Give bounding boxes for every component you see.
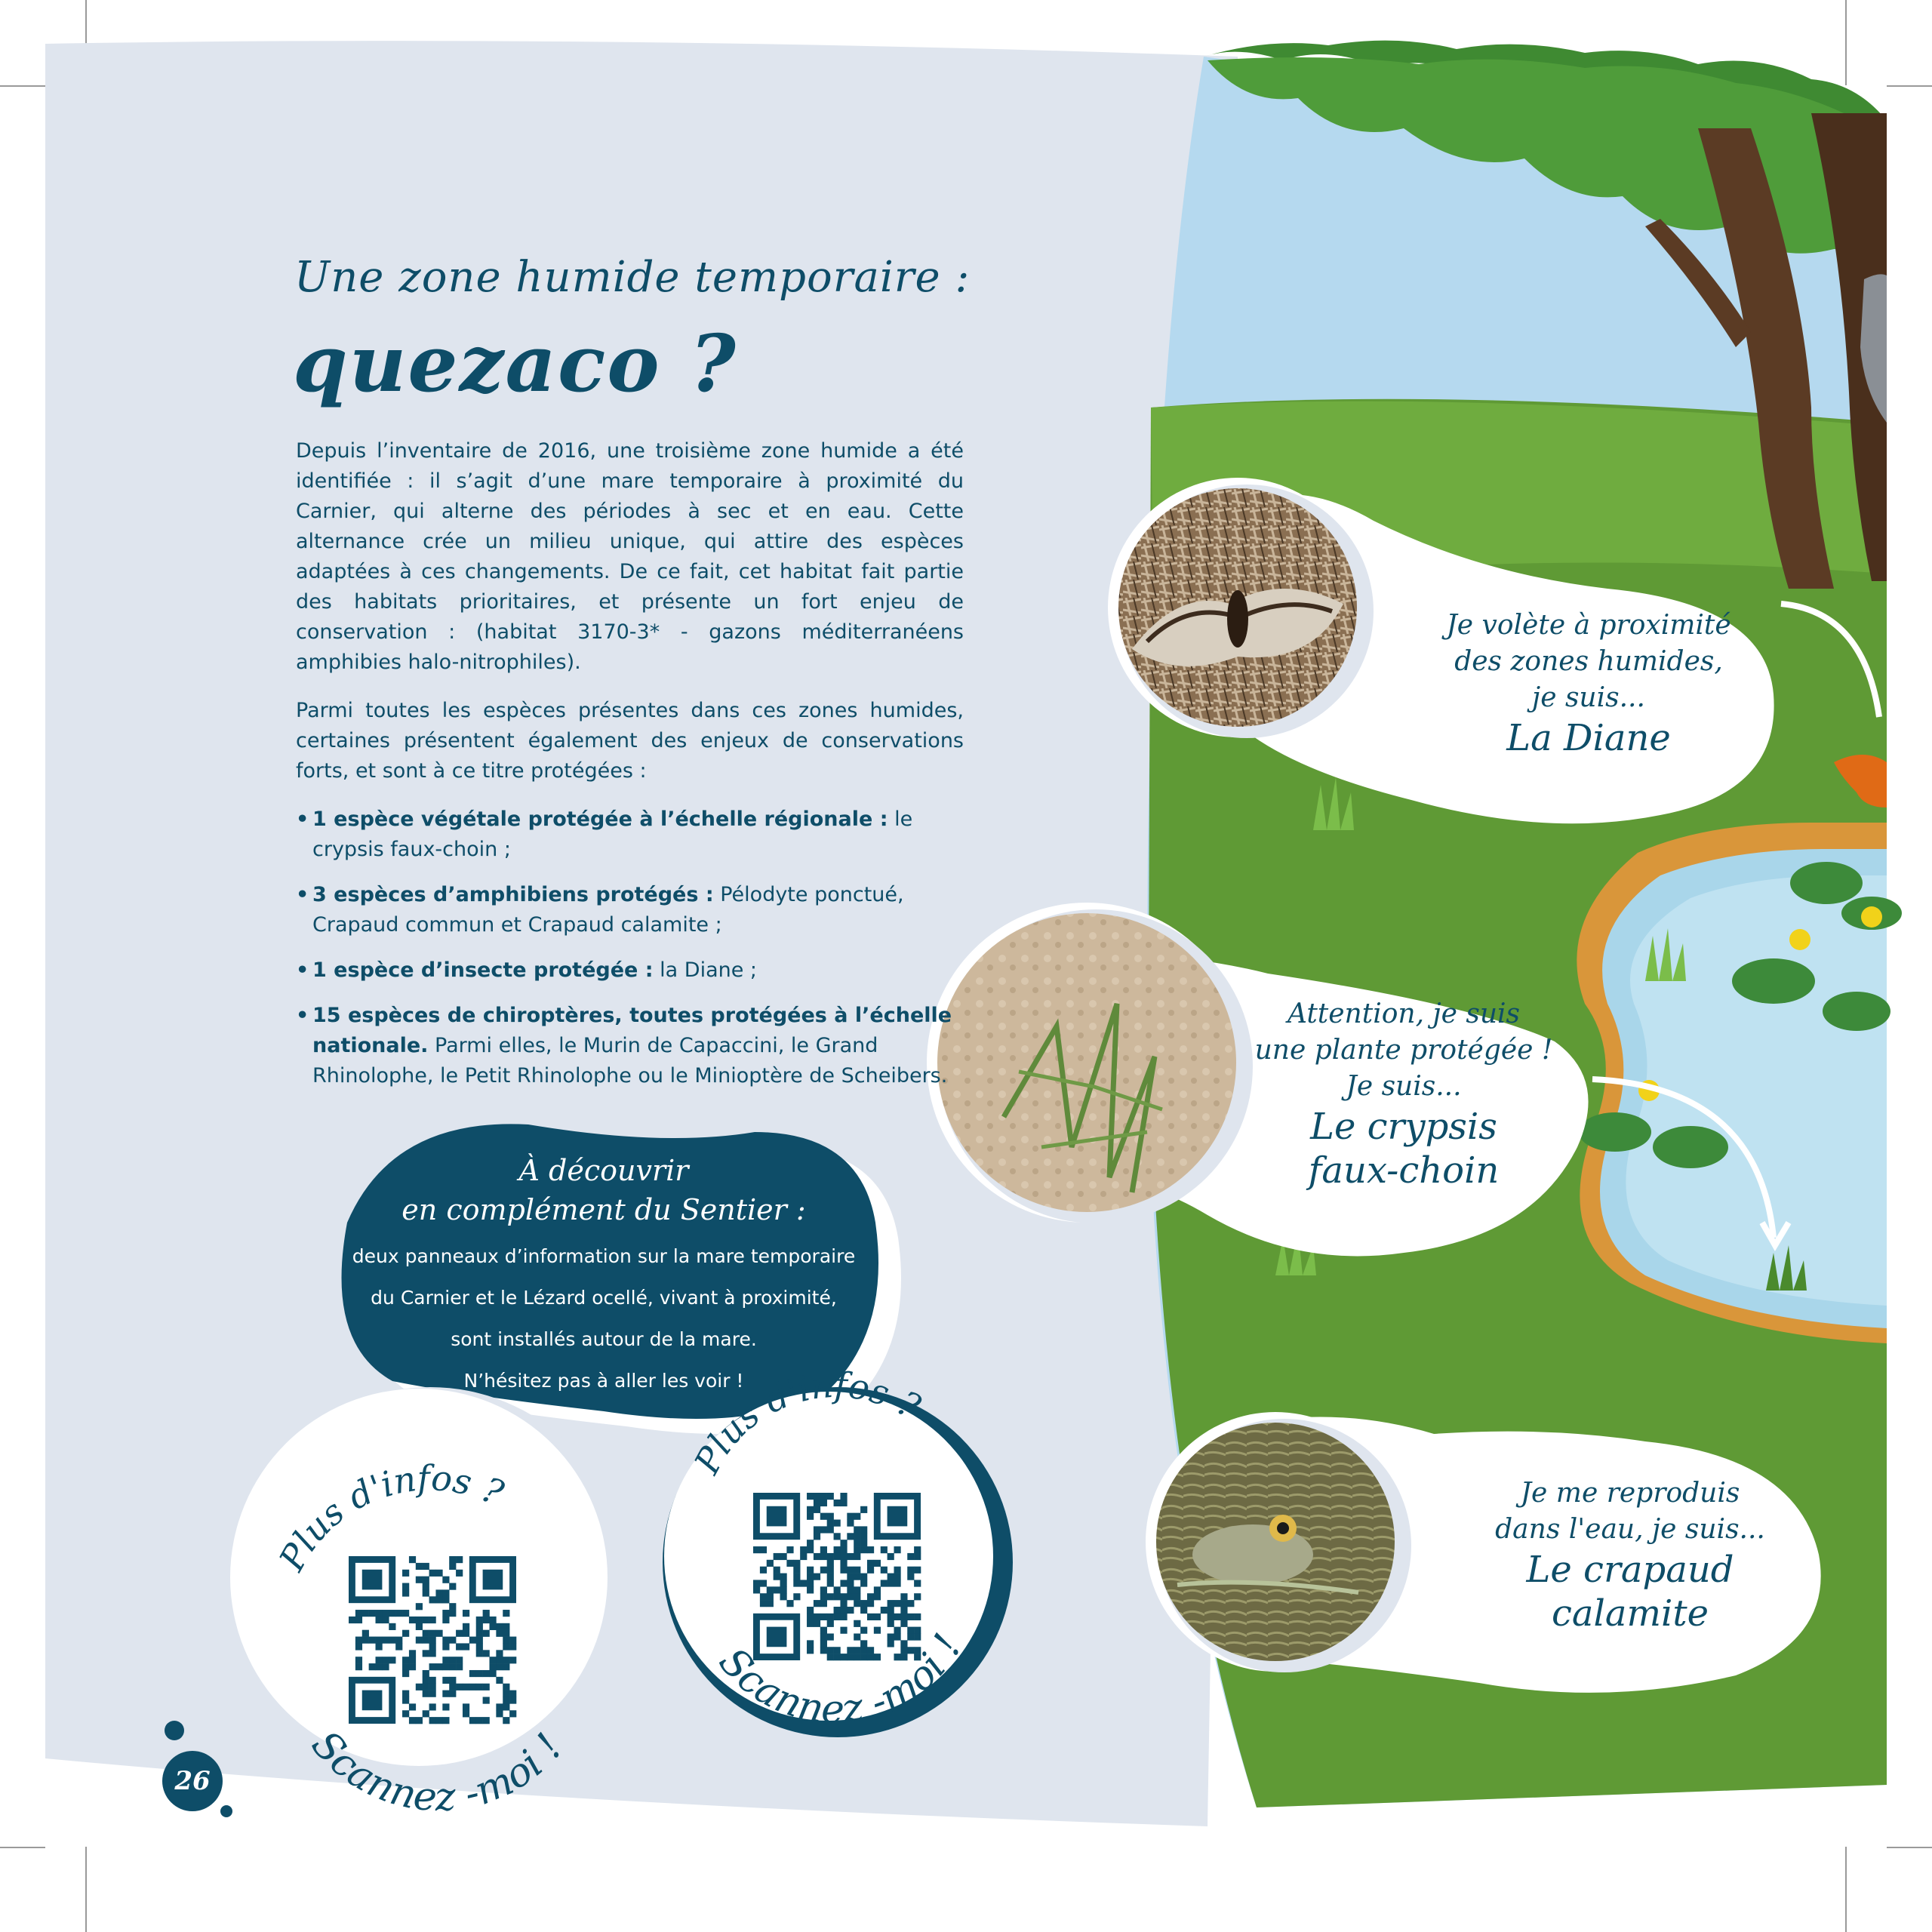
species-list xyxy=(296,804,964,1091)
decor-dot xyxy=(220,1805,232,1817)
intro-paragraph: Depuis l’inventaire de 2016, une troisième zone humide a été identifiée : il s’agit d’une mare temporaire à proximité du Carnier, qui alterne des périodes à sec et en eau. Cette alternance crée un milieu unique, qui attire des espèces adaptées à ces changements. De ce fait, cet habitat fait partie des habitats prioritaires, et présente un fort enjeu de conservation : (habitat 3170-3* - gazons méditerranéens amphibies halo-nitrophiles). xyxy=(296,439,964,674)
qr-top-label: Plus d'infos ? xyxy=(686,1364,928,1481)
page-number: 26 xyxy=(162,1751,223,1811)
qr-top-label: Plus d'infos ? xyxy=(271,1457,510,1578)
bubble-crypsis: Attention, je suis une plante protégée ! Je suis... Le crypsis faux-choin xyxy=(1254,998,1553,1192)
list-item: • 1 espèce végétale protégée à l’échelle régionale : le crypsis faux-choin ; xyxy=(296,804,964,865)
discover-line: deux panneaux d’information sur la mare temporaire xyxy=(352,1245,856,1267)
list-item: • 3 espèces d’amphibiens protégés : Pélodyte ponctué, Crapaud commun et Crapaud calamite ; xyxy=(296,880,964,940)
heading-line2: quezaco ? xyxy=(293,317,737,410)
decor-dot xyxy=(165,1721,184,1740)
list-item: • 15 espèces de chiroptères, toutes protégées à l’échelle nationale. Parmi elles, le Murin de Capaccini, le Grand Rhinolophe, le Petit Rhinolophe ou le Minioptère de Scheibers. xyxy=(296,1001,964,1091)
body-text xyxy=(296,436,964,1106)
discover-line: du Carnier et le Lézard ocellé, vivant à proximité, xyxy=(371,1287,837,1309)
discover-title-line1: À découvrir xyxy=(518,1154,689,1187)
discover-line: N’hésitez pas à aller les voir ! xyxy=(463,1370,744,1392)
bubble-la-diane: Je volète à proximité des zones humides, je suis... La Diane xyxy=(1446,610,1731,759)
discover-line: sont installés autour de la mare. xyxy=(451,1328,757,1350)
discover-title-line2: en complément du Sentier : xyxy=(401,1193,806,1226)
qr-bottom-label: Scannez -moi ! xyxy=(302,1722,572,1821)
bubble-crapaud: Je me reproduis dans l'eau, je suis... Le crapaud calamite xyxy=(1495,1478,1765,1635)
discover-box xyxy=(332,1151,875,1401)
list-item: • 1 espèce d’insecte protégée : la Diane ; xyxy=(296,955,964,986)
intro-paragraph: Parmi toutes les espèces présentes dans ces zones humides, certaines présentent également des enjeux de conservations forts, et sont à ce titre protégées : xyxy=(296,699,964,783)
heading-line1: Une zone humide temporaire : xyxy=(294,253,971,302)
qr-bottom-label: Scannez -moi ! xyxy=(709,1626,971,1733)
